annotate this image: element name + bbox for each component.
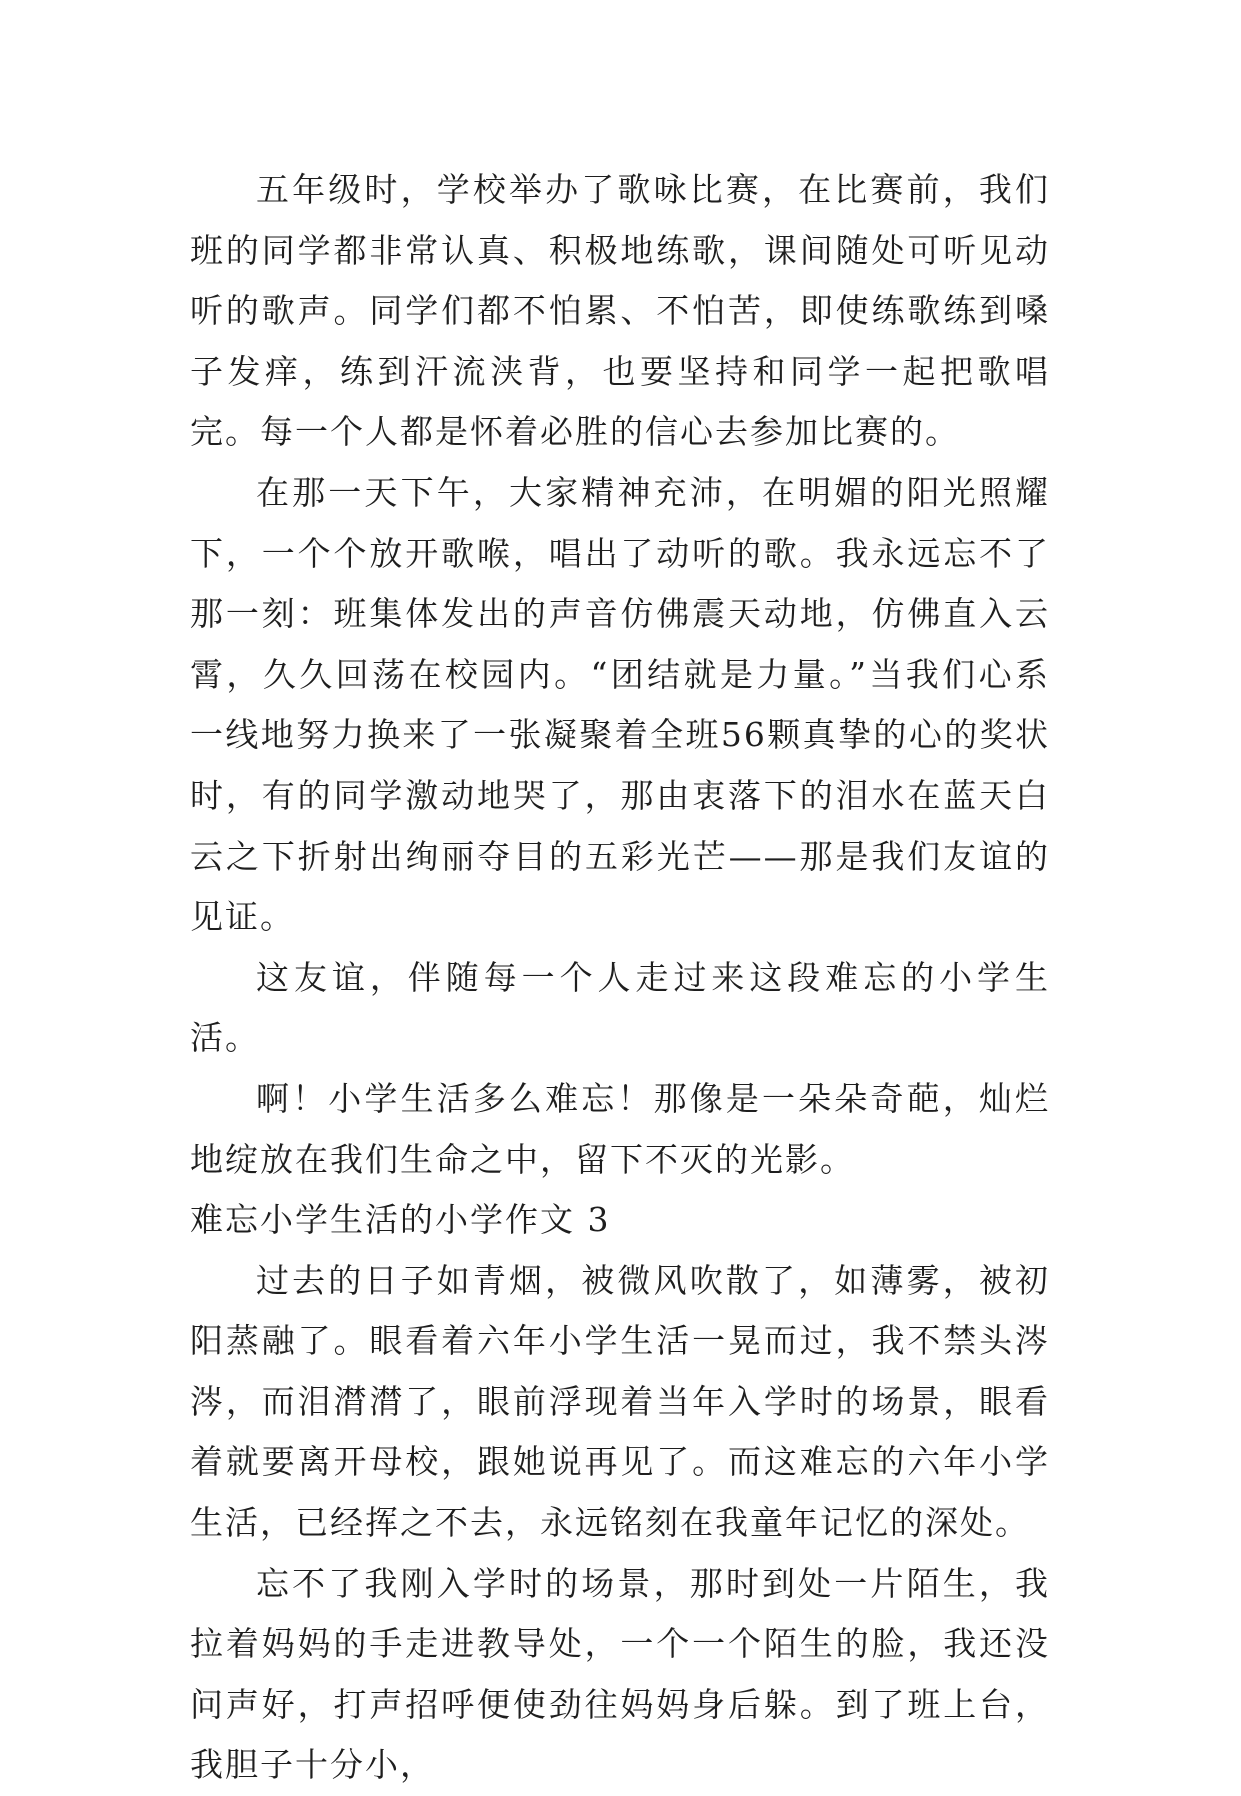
paragraph-past-days: 过去的日子如青烟，被微风吹散了，如薄雾，被初阳蒸融了。眼看着六年小学生活一晃而过，我不禁头涔涔，而泪潸潸了，眼前浮现着当年入学时的场景，眼看着就要离开母校，跟她说再见了。而这难忘的六年小学生活，已经挥之不去，永远铭刻在我童年记忆的深处。	[190, 1260, 1050, 1543]
paragraph-unforgettable: 啊！小学生活多么难忘！那像是一朵朵奇葩，灿烂地绽放在我们生命之中，留下不灭的光影。	[190, 1078, 1050, 1179]
paragraph-first-day: 忘不了我刚入学时的场景，那时到处一片陌生，我拉着妈妈的手走进教导处，一个一个陌生的脸，我还没问声好，打声招呼便使劲往妈妈身后躲。到了班上台，我胆子十分小，	[190, 1563, 1050, 1785]
paragraph-contest-day: 在那一天下午，大家精神充沛，在明媚的阳光照耀下，一个个放开歌喉，唱出了动听的歌。我永远忘不了那一刻：班集体发出的声音仿佛震天动地，仿佛直入云霄，久久回荡在校园内。“团结就是力量。”当我们心系一线地努力换来了一张凝聚着全班56颗真挚的心的奖状时，有的同学激动地哭了，那由衷落下的泪水在蓝天白云之下折射出绚丽夺目的五彩光芒——那是我们友谊的见证。	[190, 472, 1050, 937]
paragraph-friendship: 这友谊，伴随每一个人走过来这段难忘的小学生活。	[190, 957, 1050, 1058]
document-body	[190, 160, 1050, 1796]
paragraph-singing-contest: 五年级时，学校举办了歌咏比赛，在比赛前，我们班的同学都非常认真、积极地练歌，课间随处可听见动听的歌声。同学们都不怕累、不怕苦，即使练歌练到嗓子发痒，练到汗流浃背，也要坚持和同学一起把歌唱完。每一个人都是怀着必胜的信心去参加比赛的。	[190, 170, 1050, 452]
section-heading: 难忘小学生活的小学作文 3	[190, 1200, 611, 1240]
